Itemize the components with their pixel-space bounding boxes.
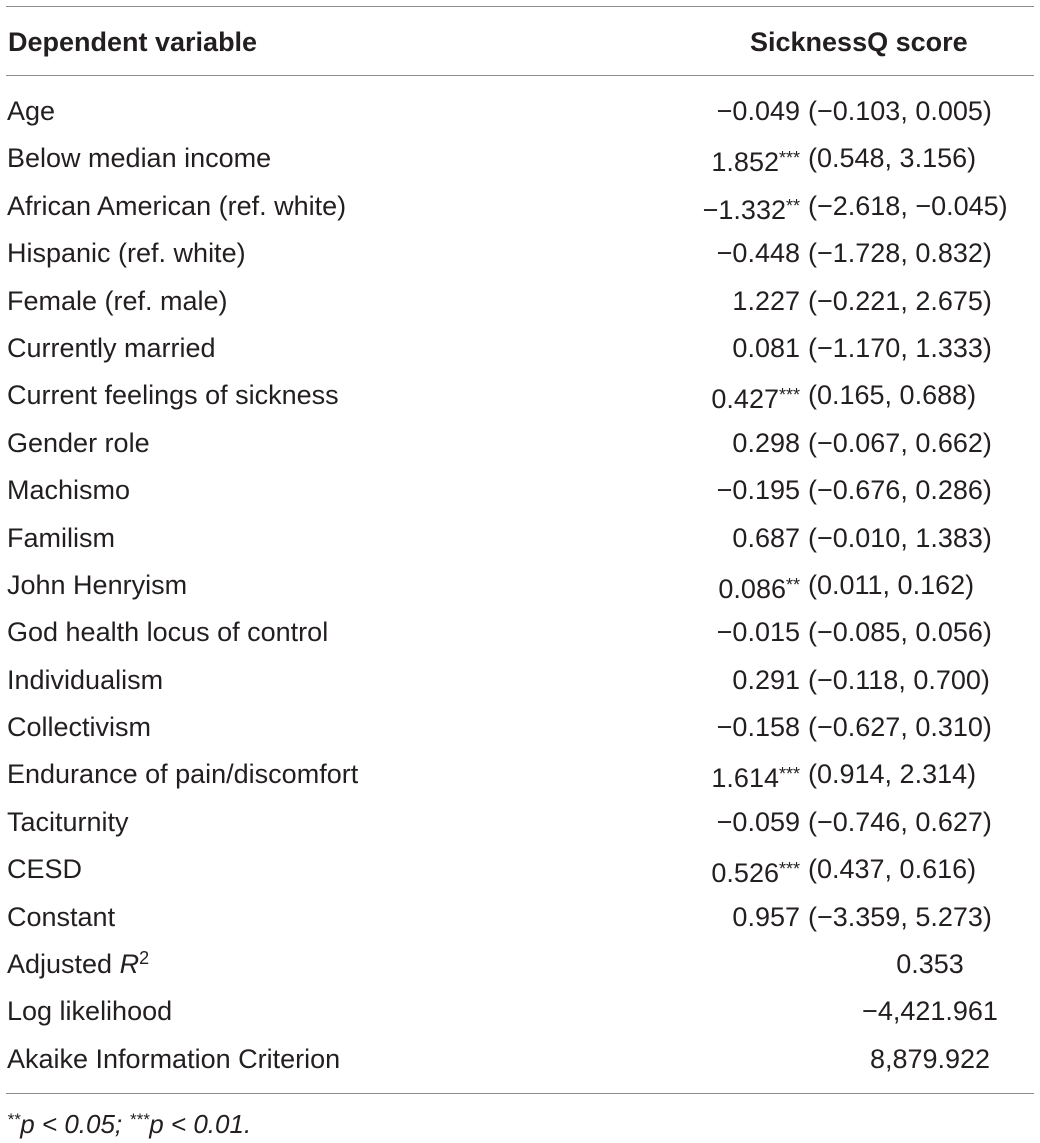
row-label: Currently married	[7, 332, 216, 363]
table-body	[0, 88, 1040, 1083]
table-row	[0, 657, 1040, 704]
coefficient-value: 0.427	[711, 384, 779, 415]
row-label: Individualism	[7, 664, 164, 695]
row-coefficient	[711, 751, 800, 802]
row-confidence-interval: (−0.010, 1.383)	[808, 522, 992, 553]
stat-label	[7, 988, 172, 1035]
table-row	[0, 562, 1040, 609]
row-label: Gender role	[7, 427, 150, 458]
row-coefficient	[711, 846, 800, 897]
coefficient-value: 1.227	[732, 285, 800, 316]
row-label: African American (ref. white)	[7, 190, 347, 221]
row-confidence-interval: (−0.627, 0.310)	[808, 712, 992, 743]
stat-label	[7, 1036, 340, 1083]
row-coefficient	[717, 799, 800, 846]
row-label: Hispanic (ref. white)	[7, 238, 246, 269]
header-dependent-variable: Dependent variable	[8, 27, 258, 57]
row-coefficient	[732, 420, 800, 467]
row-label: Collectivism	[7, 712, 152, 743]
row-confidence-interval: (0.548, 3.156)	[808, 143, 977, 174]
coefficient-value: −0.015	[716, 617, 800, 648]
table-row	[0, 325, 1040, 372]
row-confidence-interval: (−0.746, 0.627)	[808, 806, 992, 837]
stat-label-text: Log likelihood	[7, 996, 173, 1027]
footnote	[7, 1103, 251, 1141]
stat-label	[7, 941, 149, 988]
row-coefficient	[717, 467, 800, 514]
row-coefficient	[732, 325, 800, 372]
table-row	[0, 704, 1040, 751]
row-label: Endurance of pain/discomfort	[7, 759, 359, 790]
row-label: Constant	[7, 901, 116, 932]
row-coefficient	[732, 515, 800, 562]
footnote-stars-1: **	[7, 1110, 21, 1129]
row-confidence-interval: (−0.085, 0.056)	[808, 617, 992, 648]
row-label: Age	[7, 96, 56, 126]
row-label: John Henryism	[7, 569, 188, 600]
row-label: Female (ref. male)	[7, 285, 228, 316]
table-row	[0, 135, 1040, 182]
table-row	[0, 183, 1040, 230]
row-coefficient	[703, 183, 800, 234]
table-row	[0, 230, 1040, 277]
row-label: Familism	[7, 522, 115, 553]
row-confidence-interval: (0.914, 2.314)	[808, 759, 977, 790]
row-confidence-interval: (−1.170, 1.333)	[808, 332, 992, 363]
coefficient-value: 0.081	[732, 332, 800, 363]
coefficient-value: 0.526	[711, 858, 779, 889]
row-confidence-interval: (−2.618, −0.045)	[808, 190, 1008, 221]
stat-label-superscript: 2	[139, 948, 150, 969]
stat-value: 0.353	[896, 949, 964, 980]
significance-stars: ***	[778, 859, 800, 880]
coefficient-value: −0.158	[716, 712, 800, 743]
row-confidence-interval: (−0.103, 0.005)	[808, 96, 992, 126]
table-row	[0, 372, 1040, 419]
table-row	[0, 88, 1040, 135]
row-label: Taciturnity	[7, 806, 129, 837]
header-sicknessq-score: SicknessQ score	[750, 27, 968, 57]
row-coefficient	[732, 278, 800, 325]
row-coefficient	[718, 562, 800, 613]
row-coefficient	[732, 657, 800, 704]
row-confidence-interval: (0.011, 0.162)	[808, 569, 975, 600]
footnote-text-1: p < 0.05;	[20, 1109, 130, 1139]
table-row	[0, 467, 1040, 514]
footnote-text-2: p < 0.01.	[149, 1109, 252, 1139]
stat-label-italic: R	[119, 949, 140, 980]
row-label: Current feelings of sickness	[7, 380, 339, 411]
bottom-rule	[6, 1093, 1034, 1094]
coefficient-value: 0.957	[732, 901, 800, 932]
coefficient-value: −0.049	[716, 96, 800, 126]
stat-row	[0, 988, 1040, 1035]
table-row	[0, 799, 1040, 846]
significance-stars: ***	[778, 764, 800, 785]
significance-stars: **	[785, 195, 800, 216]
coefficient-value: 0.086	[718, 573, 786, 604]
table-row	[0, 751, 1040, 798]
top-rule	[6, 6, 1034, 7]
table-row	[0, 894, 1040, 941]
row-coefficient	[717, 609, 800, 656]
row-confidence-interval: (−3.359, 5.273)	[808, 901, 992, 932]
row-label: Below median income	[7, 143, 272, 174]
footnote-stars-2: ***	[129, 1110, 150, 1129]
table-row	[0, 846, 1040, 893]
row-coefficient	[717, 88, 800, 135]
significance-stars: ***	[778, 148, 800, 169]
coefficient-value: 0.298	[732, 427, 800, 458]
row-label: God health locus of control	[7, 617, 329, 648]
stat-row	[0, 1036, 1040, 1083]
stat-row	[0, 941, 1040, 988]
stat-label-text: Adjusted	[7, 949, 120, 980]
header-rule	[6, 75, 1034, 76]
table-row	[0, 515, 1040, 562]
row-confidence-interval: (−1.728, 0.832)	[808, 238, 992, 269]
stat-label-text: Akaike Information Criterion	[7, 1043, 341, 1074]
row-confidence-interval: (0.165, 0.688)	[808, 380, 977, 411]
row-confidence-interval: (−0.118, 0.700)	[808, 664, 990, 695]
row-confidence-interval: (0.437, 0.616)	[808, 854, 977, 885]
stat-value: 8,879.922	[869, 1043, 991, 1074]
row-confidence-interval: (−0.221, 2.675)	[808, 285, 992, 316]
significance-stars: ***	[778, 385, 800, 406]
coefficient-value: −0.059	[716, 806, 800, 837]
table-row	[0, 420, 1040, 467]
row-coefficient	[732, 894, 800, 941]
significance-stars: **	[785, 574, 800, 595]
row-label: CESD	[7, 854, 83, 885]
coefficient-value: 1.614	[711, 763, 779, 794]
coefficient-value: 0.291	[732, 664, 800, 695]
row-confidence-interval: (−0.067, 0.662)	[808, 427, 992, 458]
coefficient-value: −0.195	[716, 475, 800, 506]
row-label: Machismo	[7, 475, 131, 506]
coefficient-value: 0.687	[732, 522, 800, 553]
row-confidence-interval: (−0.676, 0.286)	[808, 475, 992, 506]
coefficient-value: 1.852	[711, 147, 779, 178]
coefficient-value: −1.332	[702, 194, 786, 225]
row-coefficient	[711, 372, 800, 423]
row-coefficient	[711, 135, 800, 186]
coefficient-value: −0.448	[716, 238, 800, 269]
row-coefficient	[717, 704, 800, 751]
row-coefficient	[717, 230, 800, 277]
table-row	[0, 609, 1040, 656]
stat-value: −4,421.961	[862, 996, 998, 1027]
table-row	[0, 278, 1040, 325]
